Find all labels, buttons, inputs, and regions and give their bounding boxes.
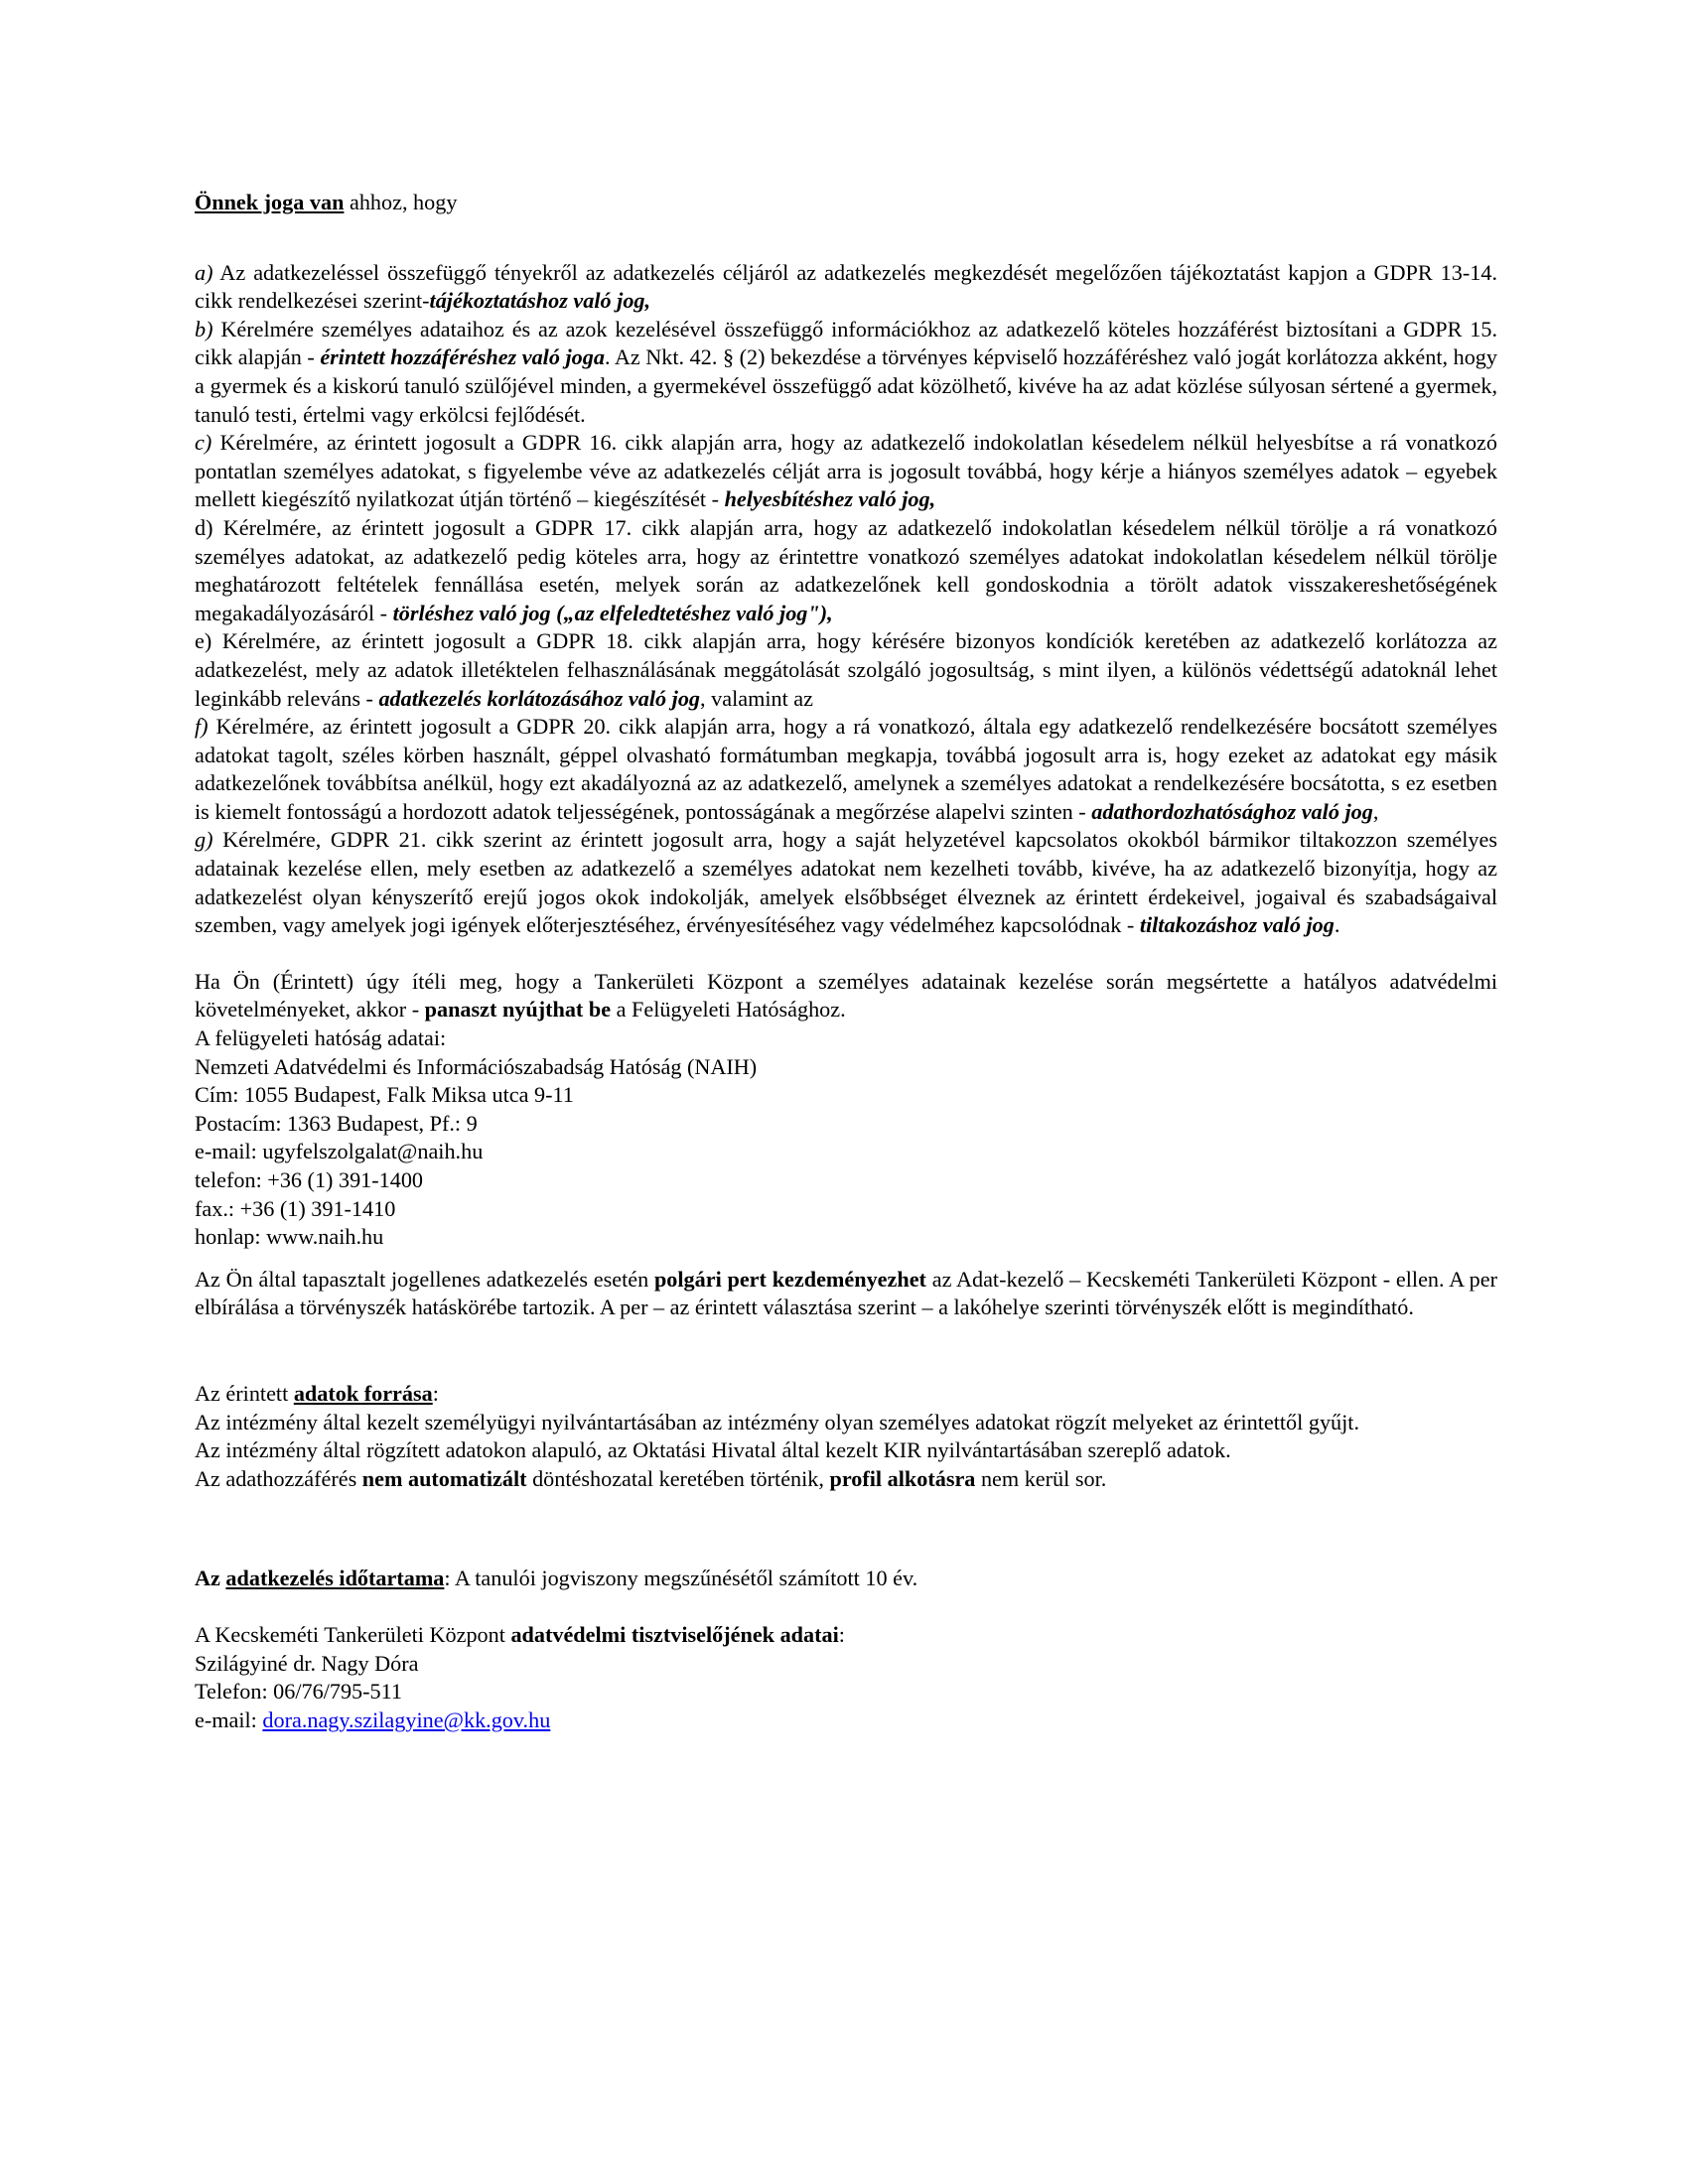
right-item-b: b) Kérelmére személyes adataihoz és az azok kezelésével összefüggő információkhoz az adatkezelő köteles hozzáférést biztosítani a GDPR 15. cikk alapján - érintett hozzáféréshez való joga. Az Nkt. 42. § (2) bekezdése a törvényes képviselő hozzáféréshez való jogát korlátozza akként, hogy a gyermek és a kiskorú tanuló szülőjével minden, a gyermekével összefüggő adat közölhető, kivéve ha az adat közlése súlyosan sértené a gyermek, tanuló testi, értelmi vagy erkölcsi fejlődését. — [195, 316, 1497, 427]
dpo-name: Szilágyiné dr. Nagy Dóra — [195, 1650, 419, 1676]
dpo-email-link[interactable]: dora.nagy.szilagyine@kk.gov.hu — [262, 1706, 551, 1732]
right-item-g: g) Kérelmére, GDPR 21. cikk szerint az érintett jogosult arra, hogy a saját helyzetével kapcsolatos okokból bármikor tiltakozzon személyes adatainak kezelése ellen, mely esetben az adatkezelő a személyes adatokat nem kezelheti tovább, kivéve, ha az adatkezelő bizonyítja, hogy az adatkezelést olyan kényszerítő erejű jogos okok indokolják, amelyek elsőbbséget élveznek az érintett érdekeivel, jogaival és szabadságaival szemben, vagy amelyek jogi igények előterjesztéséhez, érvényesítéséhez vagy védelméhez kapcsolódnak - tiltakozáshoz való jog. — [195, 827, 1497, 938]
data-source-heading: Az érintett adatok forrása: — [195, 1380, 439, 1406]
data-source-line: Az intézmény által rögzített adatokon alapuló, az Oktatási Hivatal által kezelt KIR nyilvántartásában szereplő adatok. — [195, 1437, 1231, 1463]
authority-email: e-mail: ugyfelszolgalat@naih.hu — [195, 1139, 484, 1164]
right-item-a: a) Az adatkezeléssel összefüggő tényekről az adatkezelés céljáról az adatkezelés megkezdését megelőzően tájékoztatást kapjon a GDPR 13-14. cikk rendelkezései szerint-tájékoztatáshoz való jog, — [195, 259, 1497, 314]
right-item-f: f) Kérelmére, az érintett jogosult a GDPR 20. cikk alapján arra, hogy a rá vonatkozó, általa egy adatkezelő rendelkezésére bocsátott személyes adatokat tagolt, széles körben használt, géppel olvasható formátumban megkapja, továbbá jogosult arra is, hogy ezeket az adatokat egy másik adatkezelőnek továbbítsa anélkül, hogy ezt akadályozná az az adatkezelő, amelynek a személyes adatokat a rendelkezésére bocsátotta, s ez esetben is kiemelt fontosságú a hordozott adatok teljességének, pontosságának a megőrzése alapelvi szinten - adathordozhatósághoz való jog, — [195, 714, 1497, 824]
authority-name: Nemzeti Adatvédelmi és Információszabadság Hatóság (NAIH) — [195, 1053, 758, 1079]
data-source-block — [195, 1380, 1497, 1493]
dpo-phone: Telefon: 06/76/795-511 — [195, 1679, 402, 1705]
lawsuit-paragraph: Az Ön által tapasztalt jogellenes adatkezelés esetén polgári pert kezdeményezhet az Adat-kezelő – Kecskeméti Tankerületi Központ - ellen. A per elbírálása a törvényszék hatáskörébe tartozik. A per – az érintett választása szerint – a lakóhelye szerinti törvényszék előtt is megindítható. — [195, 1266, 1497, 1320]
authority-postal: Postacím: 1363 Budapest, Pf.: 9 — [195, 1110, 478, 1136]
authority-block — [195, 1024, 1497, 1252]
retention-duration: Az adatkezelés időtartama: A tanulói jogviszony megszűnésétől számított 10 év. — [195, 1566, 918, 1591]
right-item-e: e) Kérelmére, az érintett jogosult a GDPR 18. cikk alapján arra, hogy kérésére bizonyos kondíciók keretében az adatkezelő korlátozza az adatkezelést, mely az adatok illetéktelen felhasználásának meggátolását szolgáló jogosultság, s mint ilyen, a különös védettségű adatoknál lehet leginkább releváns - adatkezelés korlátozásához való jog, valamint az — [195, 628, 1497, 711]
document-page — [195, 189, 1497, 1734]
complaint-paragraph: Ha Ön (Érintett) úgy ítéli meg, hogy a Tankerületi Központ a személyes adatainak kezelése során megsértette a hatályos adatvédelmi követelményeket, akkor - panaszt nyújthat be a Felügyeleti Hatósághoz. — [195, 968, 1497, 1023]
dpo-block — [195, 1621, 1497, 1734]
rights-heading: Önnek joga van ahhoz, hogy — [195, 190, 458, 214]
right-item-d: d) Kérelmére, az érintett jogosult a GDPR 17. cikk alapján arra, hogy az adatkezelő indokolatlan késedelem nélkül törölje a rá vonatkozó személyes adatokat, az adatkezelő pedig köteles arra, hogy az érintettre vonatkozó személyes adatokat indokolatlan késedelem nélkül törölje meghatározott feltételek fennállása esetén, melyek során az adatkezelőnek kell gondoskodnia a törölt adatok visszakereshetőségének megakadályozásáról - törléshez való jog („az elfeledtetéshez való jog"), — [195, 514, 1497, 625]
automation-statement: Az adathozzáférés nem automatizált döntéshozatal keretében történik, profil alkotásra nem kerül sor. — [195, 1465, 1107, 1491]
right-item-c: c) Kérelmére, az érintett jogosult a GDPR 16. cikk alapján arra, hogy az adatkezelő indokolatlan késedelem nélkül helyesbítse a rá vonatkozó pontatlan személyes adatokat, s figyelembe véve az adatkezelés célját arra is jogosult továbbá, hogy kérje a hiányos személyes adatok – egyebek mellett kiegészítő nyilatkozat útján történő – kiegészítését - helyesbítéshez való jog, — [195, 430, 1497, 512]
authority-fax: fax.: +36 (1) 391-1410 — [195, 1195, 396, 1221]
authority-web: honlap: www.naih.hu — [195, 1224, 384, 1250]
authority-phone: telefon: +36 (1) 391-1400 — [195, 1167, 424, 1192]
authority-address: Cím: 1055 Budapest, Falk Miksa utca 9-11 — [195, 1082, 574, 1108]
dpo-email-line: e-mail: dora.nagy.szilagyine@kk.gov.hu — [195, 1706, 551, 1732]
dpo-heading: A Kecskeméti Tankerületi Központ adatvédelmi tisztviselőjének adatai: — [195, 1621, 845, 1647]
authority-title: A felügyeleti hatóság adatai: — [195, 1025, 447, 1051]
data-source-line: Az intézmény által kezelt személyügyi nyilvántartásában az intézmény olyan személyes adatokat rögzít melyeket az érintettől gyűjt. — [195, 1409, 1360, 1434]
